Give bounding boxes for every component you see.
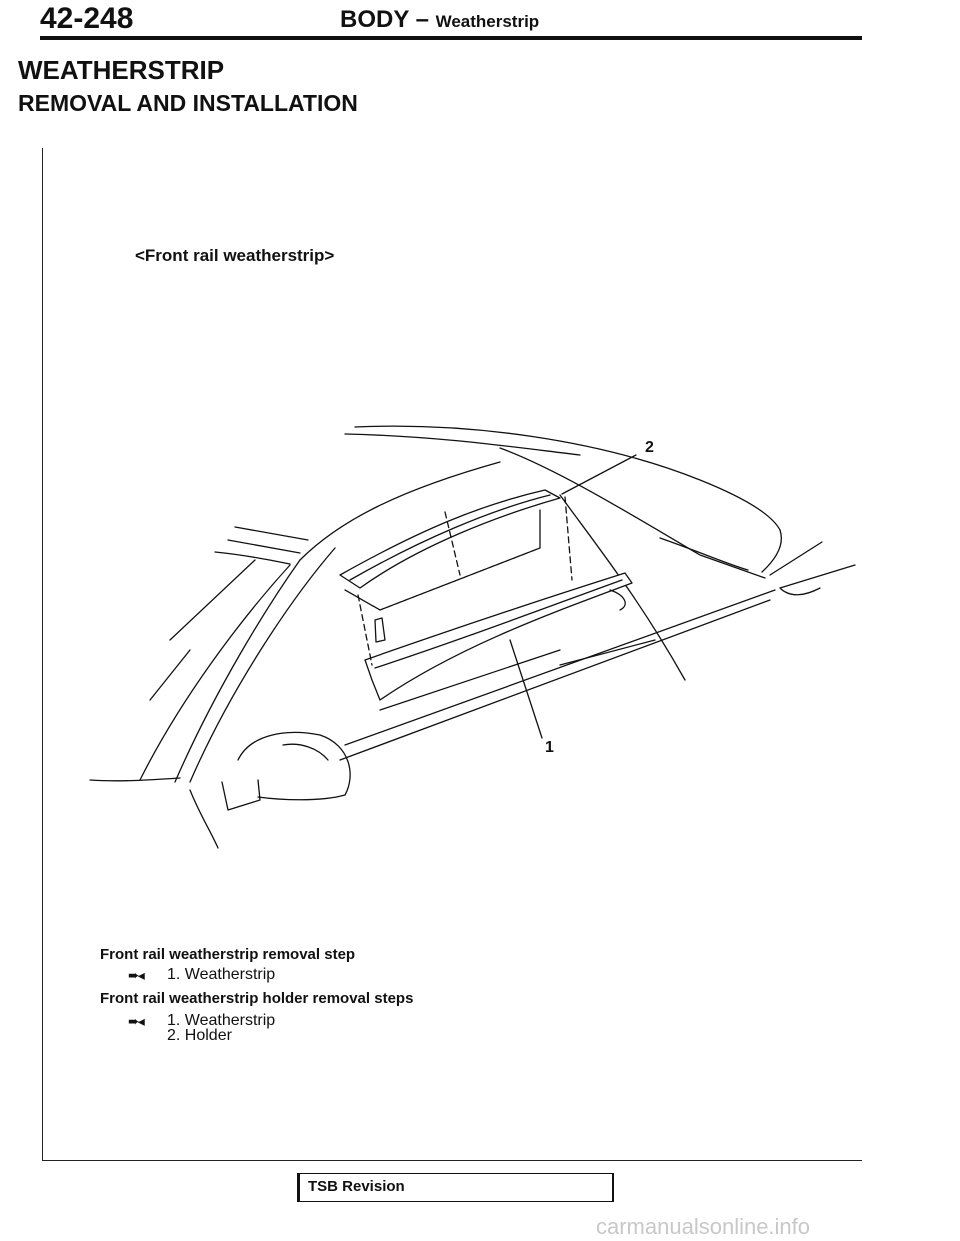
mirror-base	[222, 780, 260, 810]
installation-mark-icon: ➨◂	[128, 967, 143, 983]
a-pillar-outer	[190, 548, 335, 782]
hood-line	[90, 778, 180, 781]
windshield-edge-2	[150, 560, 255, 700]
page-title: WEATHERSTRIP	[18, 55, 225, 85]
roof-line-outer	[355, 426, 780, 530]
cowl-line	[215, 527, 308, 564]
procedure-2-step-1: 1. Weatherstrip	[167, 1012, 276, 1029]
clip	[375, 618, 385, 642]
mirror-housing	[238, 732, 350, 799]
procedure-heading-1: Front rail weatherstrip removal step	[100, 946, 356, 963]
procedure-heading-2: Front rail weatherstrip holder removal steps	[100, 990, 414, 1007]
roof-line-inner	[345, 434, 580, 455]
installation-mark-icon: ➨◂	[128, 1013, 143, 1029]
callout-1: 1	[545, 739, 554, 756]
procedure-1-step-1: 1. Weatherstrip	[167, 966, 276, 983]
tsb-revision-box	[297, 1173, 614, 1202]
subsection-label: Weatherstrip	[435, 12, 540, 31]
leader-2	[562, 455, 636, 494]
page-number: 42-248	[40, 2, 134, 35]
leader-1	[510, 640, 542, 738]
weatherstrip-end	[610, 590, 625, 610]
holder-part	[340, 490, 560, 588]
page-subtitle: REMOVAL AND INSTALLATION	[18, 90, 358, 116]
site-watermark: carmanualsonline.info	[596, 1214, 811, 1239]
rear-glass-edge-2	[660, 538, 748, 570]
procedure-2-step-2: 2. Holder	[167, 1027, 232, 1044]
mirror-inner	[283, 744, 328, 760]
tsb-revision-label: TSB Revision	[308, 1178, 405, 1195]
weatherstrip-part	[365, 573, 632, 700]
fender-line	[190, 790, 218, 848]
a-pillar-inner	[175, 560, 300, 782]
figure-caption: <Front rail weatherstrip>	[135, 246, 335, 265]
section-label: BODY –	[340, 6, 429, 33]
callout-2: 2	[645, 439, 654, 456]
rear-spoiler-top	[762, 530, 781, 572]
rear-spoiler-tip	[770, 542, 855, 595]
